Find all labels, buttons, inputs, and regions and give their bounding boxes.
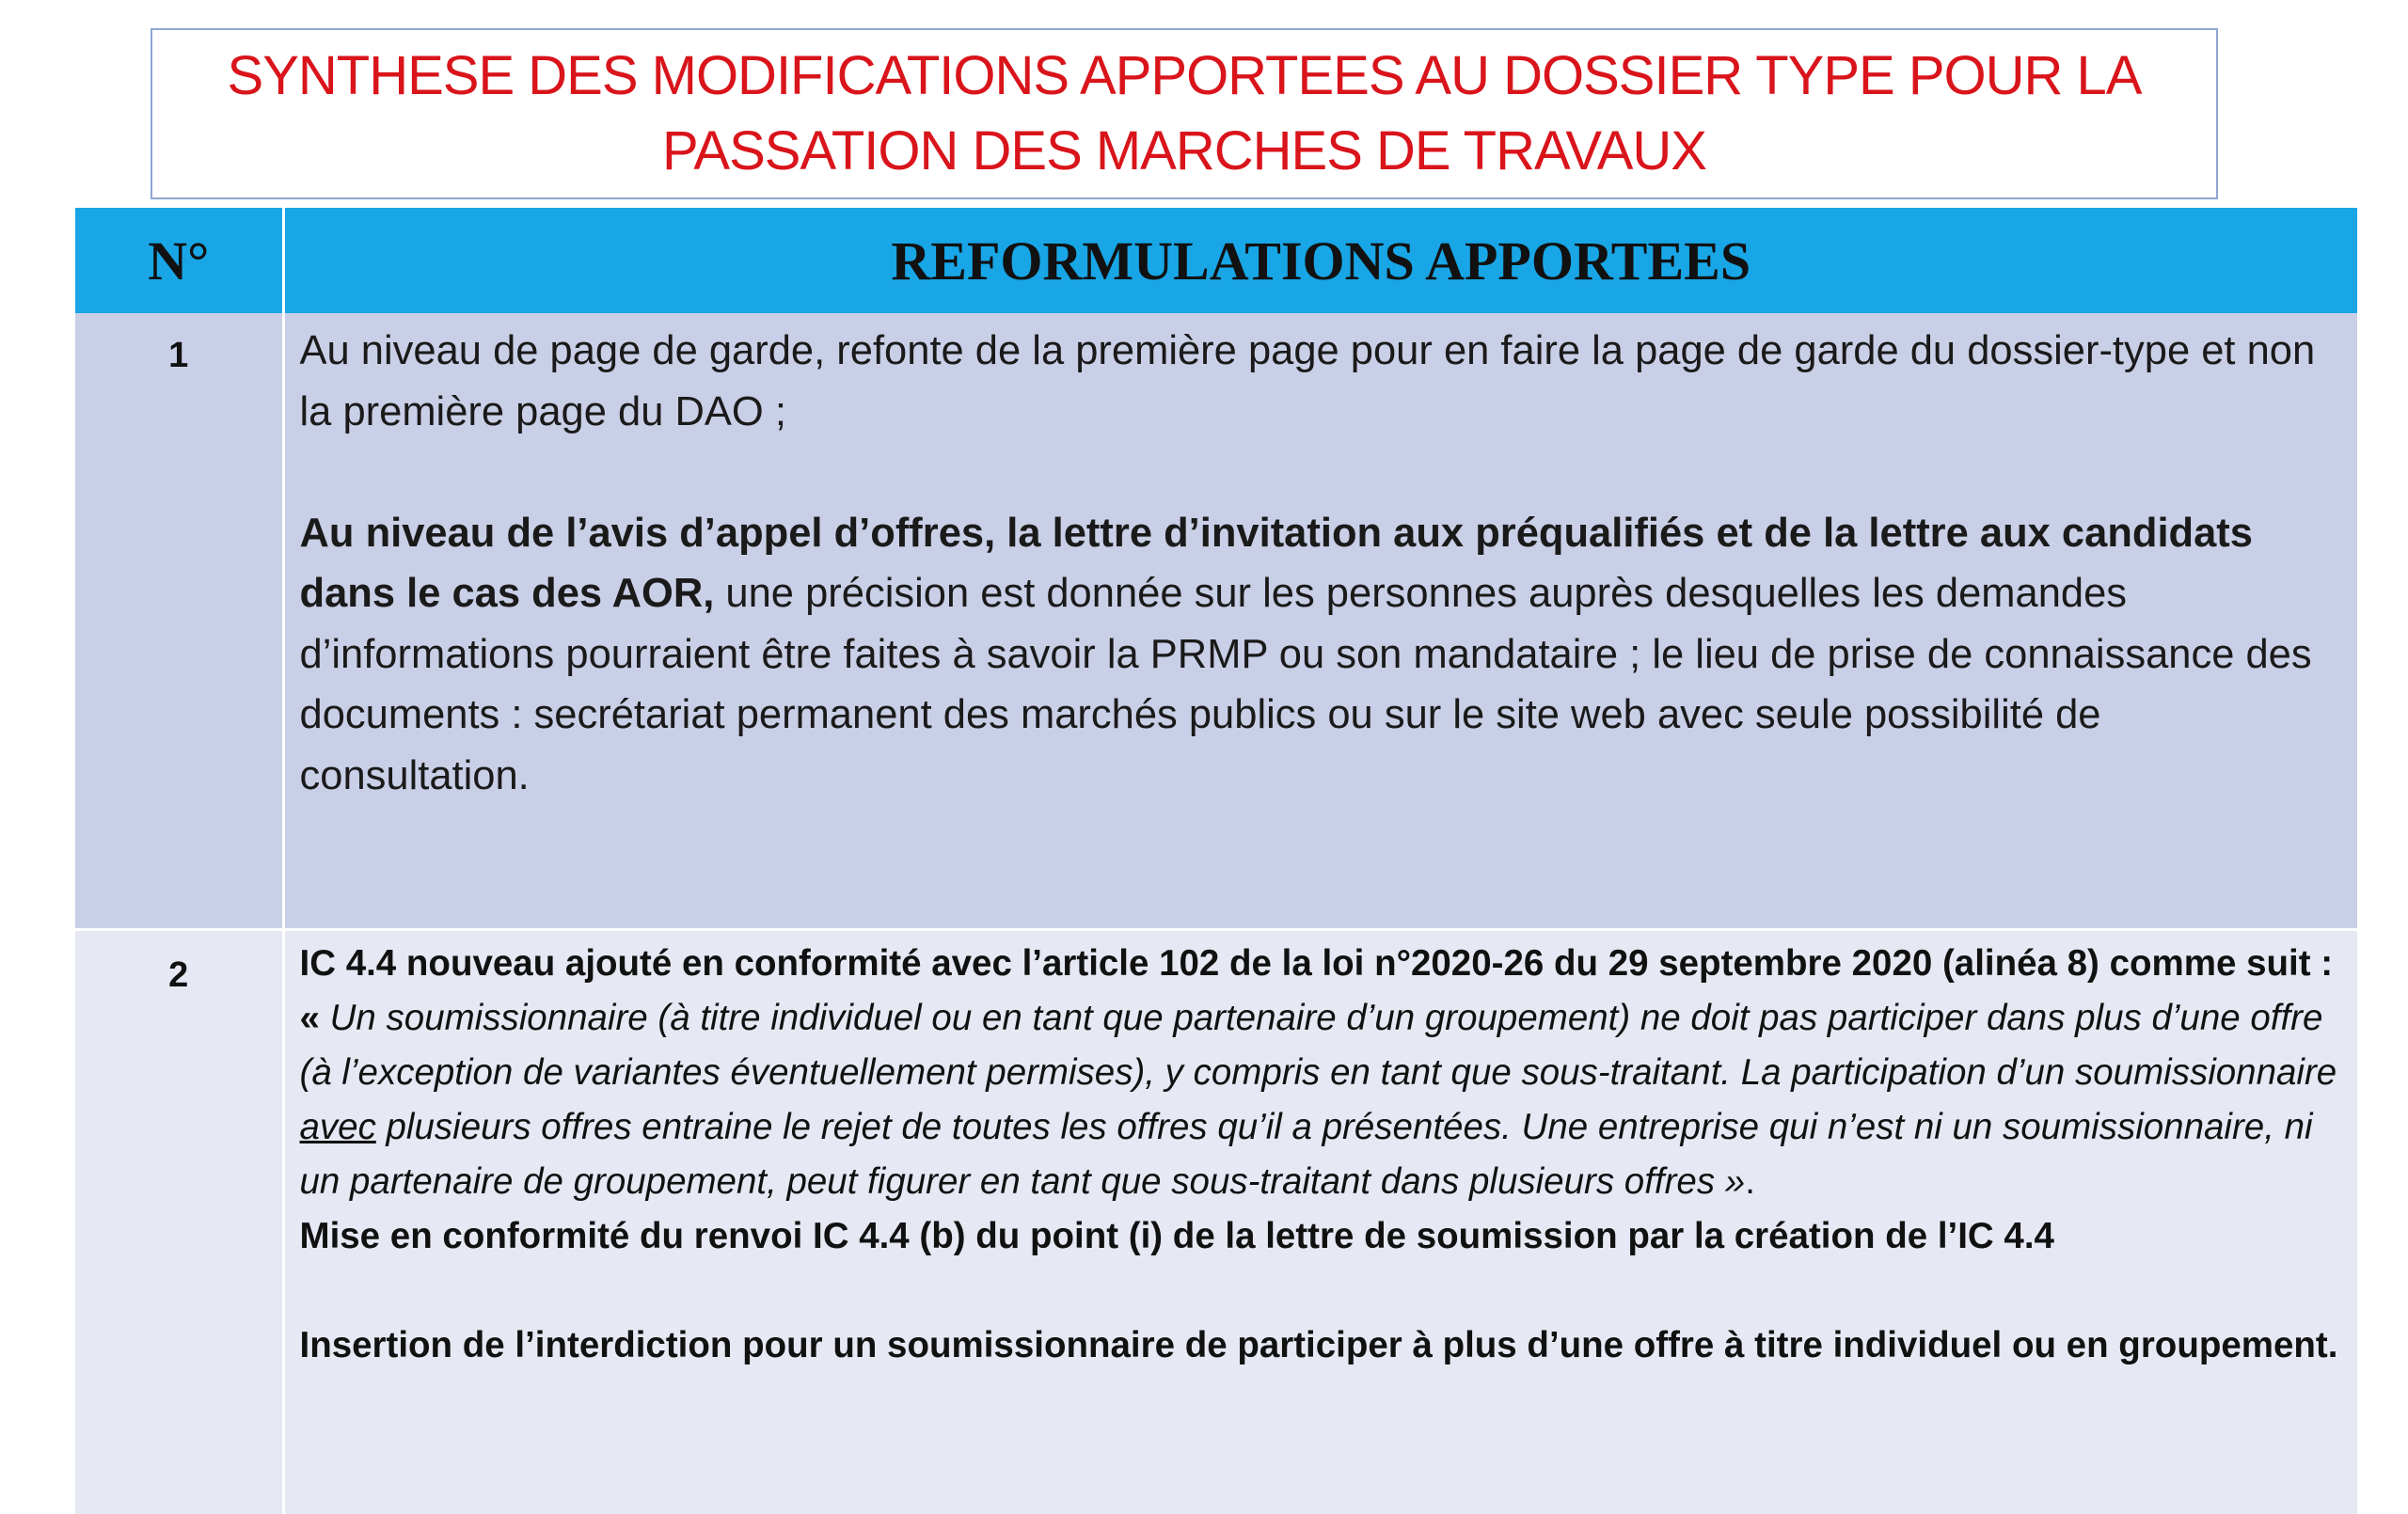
row-content [283,930,2357,1514]
slide-title-line-1: SYNTHESE DES MODIFICATIONS APPORTEES AU DOSSIER TYPE POUR LA [228,39,2142,114]
row-2-quote-part-a: Un soumissionnaire (à titre individuel ou en tant que partenaire d’un groupement) ne doit pas participer dans plus d’une offre (à l’exception de variantes éventuellement permises), y compris en tant que sous-traitant. La participation d’un soumissionnaire [300,998,2337,1093]
slide-title-line-2: PASSATION DES MARCHES DE TRAVAUX [662,114,1706,189]
row-number: 2 [75,930,283,1514]
row-2-quote-end: . [1745,1161,1755,1202]
row-content [283,313,2357,930]
row-2-paragraph-ic-4-4 [300,937,2339,1209]
slide-title-box [150,28,2218,199]
row-1-bold-lead: Au niveau de l’avis d’appel d’offres, la lettre d’invitation aux préqualifiés et de la lettre aux candidats dans le cas des AOR, [300,511,2254,617]
table-row [75,313,2357,930]
row-2-bold-lead: IC 4.4 nouveau ajouté en conformité avec l’article 102 de la loi n°2020-26 du 29 septembre 2020 (alinéa 8) comme suit : « [300,943,2334,1038]
table-row [75,930,2357,1514]
row-2-quote-underlined-word: avec [300,1107,376,1147]
row-2-quote-part-b: plusieurs offres entraine le rejet de toutes les offres qu’il a présentées. Une entreprise qui n’est ni un soumissionnaire, ni un partenaire de groupement, peut figurer en tant que sous-traitant dans plusieurs offres » [300,1107,2313,1202]
row-2-paragraph-prohibition: Insertion de l’interdiction pour un soumissionnaire de participer à plus d’une offre à titre individuel ou en groupement. [300,1318,2339,1373]
header-reformulations: REFORMULATIONS APPORTEES [283,208,2357,313]
row-1-body-text: une précision est donnée sur les personnes auprès desquelles les demandes d’informations pourraient être faites à savoir la PRMP ou son mandataire ; le lieu de prise de connaissance des documents : secrétariat permanent des marchés publics ou sur le site web avec seule possibilité de consultation. [300,571,2312,798]
table-header-row [75,208,2357,313]
row-1-paragraph-tender-notice [300,503,2339,807]
header-number: N° [75,208,283,313]
row-2-paragraph-conformity: Mise en conformité du renvoi IC 4.4 (b) du point (i) de la lettre de soumission par la création de l’IC 4.4 [300,1209,2339,1264]
row-number: 1 [75,313,283,930]
row-1-paragraph-cover-page: Au niveau de page de garde, refonte de la première page pour en faire la page de garde du dossier-type et non la première page du DAO ; [300,321,2339,442]
modifications-table [75,208,2357,1514]
